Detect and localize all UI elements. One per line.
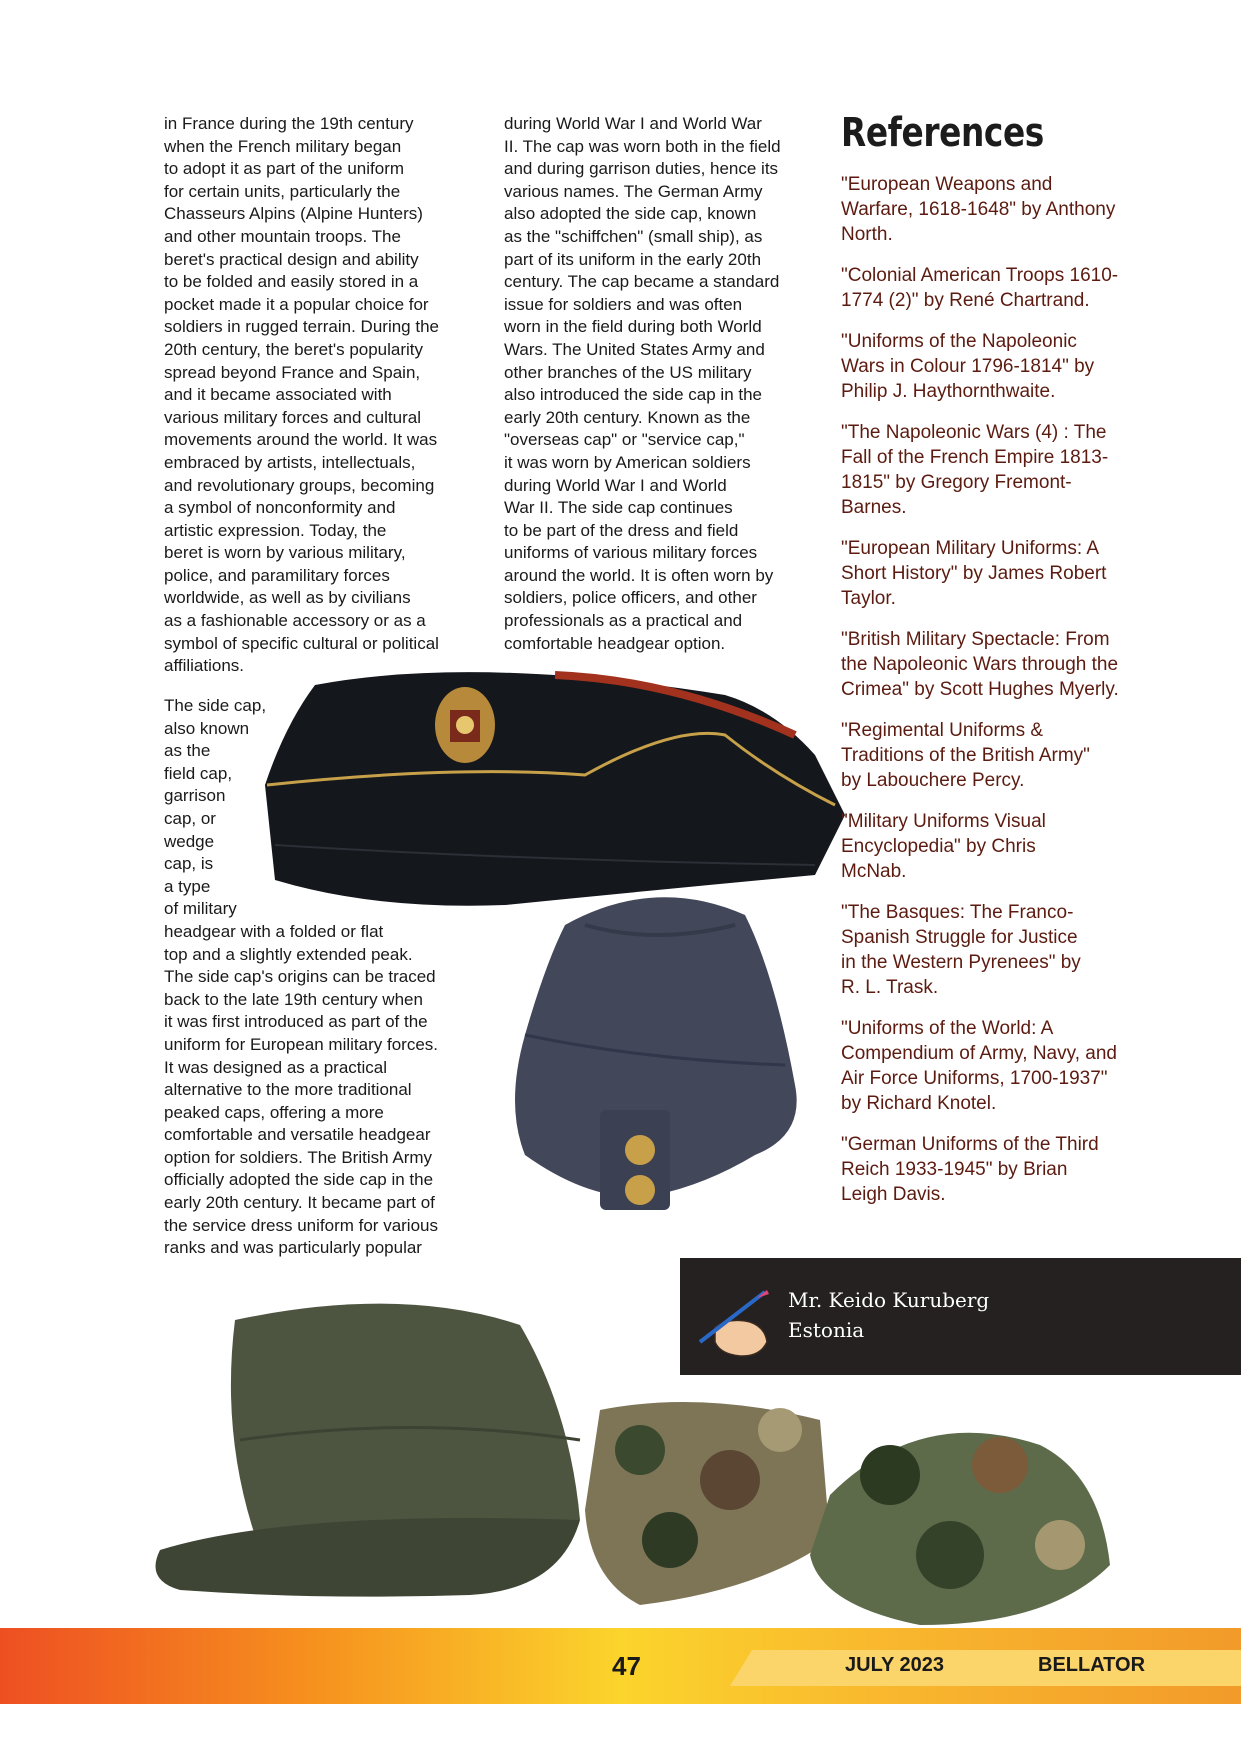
- reference-item: "German Uniforms of the Third Reich 1933-1945" by Brian Leigh Davis.: [841, 1134, 1099, 1205]
- author-credit: [788, 1285, 989, 1345]
- reference-item: "Uniforms of the Napoleonic Wars in Colour 1796-1814" by Philip J. Haythornthwaite.: [841, 331, 1095, 402]
- article-column-1: [164, 113, 474, 678]
- reference-item: "European Weapons and Warfare, 1618-1648" by Anthony North.: [841, 174, 1116, 245]
- reference-item: "Military Uniforms Visual Encyclopedia" by Chris McNab.: [841, 811, 1046, 882]
- article-column-2: [504, 113, 814, 655]
- blue-side-cap-image: [505, 885, 810, 1215]
- reference-item: "The Basques: The Franco- Spanish Struggle for Justice in the Western Pyrenees" by R. L. Trask.: [841, 902, 1081, 998]
- beret-paragraph: in France during the 19th century when the French military began to adopt it as part of the uniform for certain units, particularly the Chasseurs Alpins (Alpine Hunters) and other mountain troops. The beret's practical design and ability to be folded and easily stored in a pocket made it a popular choice for soldiers in rugged terrain. During the 20th century, the beret's popularity spread beyond France and Spain, and it became associated with various military forces and cultural movements around the world. It was embraced by artists, intellectuals, and revolutionary groups, becoming a symbol of nonconformity and artistic expression. Today, the beret is worn by various military, police, and paramilitary forces worldwide, as well as by civilians as a fashionable accessory or as a symbol of specific cultural or political affiliations.: [164, 114, 439, 676]
- cap-badge-icon: [435, 687, 495, 763]
- references-heading: References: [841, 110, 1044, 156]
- magazine-name: BELLATOR: [1038, 1654, 1146, 1676]
- side-cap-paragraph: The side cap, also known as the field cap, garrison cap, or wedge cap, is a type of military headgear with a folded or flat top and a slightly extended peak. The side cap's origins can be traced back to the late 19th century when it was first introduced as part of the uniform for European military forces. It was designed as a practical alternative to the more traditional peaked caps, offering a more comfortable and versatile headgear option for soldiers. The British Army officially adopted the side cap in the early 20th century. It became part of the service dress uniform for various ranks and was particularly popular: [164, 696, 438, 1258]
- issue-date: JULY 2023: [845, 1654, 944, 1676]
- author-name: Mr. Keido Kuruberg: [788, 1288, 990, 1312]
- author-country: Estonia: [788, 1318, 865, 1342]
- hand-writing-with-pen-icon: [695, 1282, 775, 1362]
- reference-item: "The Napoleonic Wars (4) : The Fall of the French Empire 1813- 1815" by Gregory Fremont- Barnes.: [841, 422, 1109, 518]
- reference-item: "Regimental Uniforms & Traditions of the British Army" by Labouchere Percy.: [841, 720, 1090, 791]
- olive-patrol-cap-image: [140, 1290, 640, 1610]
- references-list: [841, 172, 1161, 1223]
- page-number: 47: [612, 1651, 641, 1681]
- footer-tab: [730, 1650, 1241, 1686]
- garrison-cap-image: [255, 665, 850, 915]
- side-cap-continued-paragraph: during World War I and World War II. The cap was worn both in the field and during garrison duties, hence its various names. The German Army also adopted the side cap, known as the "schiffchen" (small ship), as part of its uniform in the early 20th century. The cap became a standard issue for soldiers and was often worn in the field during both World Wars. The United States Army and other branches of the US military also introduced the side cap in the early 20th century. Known as the "overseas cap" or "service cap," it was worn by American soldiers during World War I and World War II. The side cap continues to be part of the dress and field uniforms of various military forces around the world. It is often worn by soldiers, police officers, and other professionals as a practical and comfortable headgear option.: [504, 114, 781, 653]
- reference-item: "Colonial American Troops 1610- 1774 (2)" by René Chartrand.: [841, 265, 1119, 311]
- boonie-hat-image: [800, 1405, 1120, 1630]
- reference-item: "Uniforms of the World: A Compendium of Army, Navy, and Air Force Uniforms, 1700-1937" by Richard Knotel.: [841, 1018, 1117, 1114]
- reference-item: "British Military Spectacle: From the Napoleonic Wars through the Crimea" by Scott Hughes Myerly.: [841, 629, 1119, 700]
- reference-item: "European Military Uniforms: A Short History" by James Robert Taylor.: [841, 538, 1107, 609]
